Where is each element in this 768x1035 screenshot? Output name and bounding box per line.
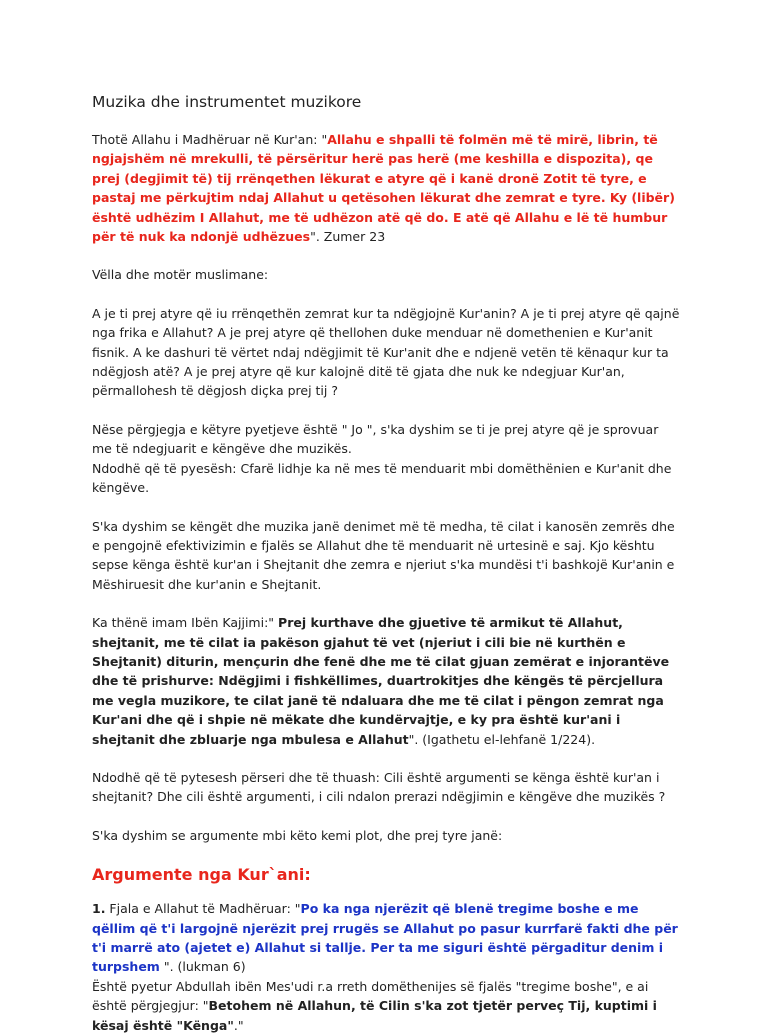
ibn-kajjim-intro: Ka thënë imam Ibën Kajjimi:" (92, 615, 279, 631)
paragraph-argument-question: Ndodhë që të pytesesh përseri dhe të thuash: Cili është argumenti se kënga është kur'an i shejtanit? Dhe cili është argumenti, i cili ndalon prerazi ndëgjimin e këngëve dhe muzikës ? (92, 769, 666, 805)
paragraph-ibn-kajjim (92, 613, 682, 749)
argument-intro: Fjala e Allahut të Madhëruar: " (105, 901, 301, 917)
paragraph-answer: Nëse përgjegja e këtyre pyetjeve është " Jo ", s'ka dyshim se ti je prej atyre që je sprovuar me të ndegjuarit e këngëve dhe muzikës. (92, 421, 659, 457)
verse-intro: Thotë Allahu i Madhëruar në Kur'an: " (92, 132, 328, 147)
ibn-mesud-keyword: "Kënga" (176, 1017, 234, 1033)
paragraph-questions: A je ti prej atyre që iu rrënqethën zemrat kur ta ndëgjojnë Kur'anin? A je ti prej atyre që qajnë nga frika e Allahut? A je prej atyre që thellohen duke menduar në domethenien e Kur'anit fisnik. A ke dashuri të vërtet ndaj ndëgjimit të Kur'anit dhe e ndjenë vetën të kënaqur kur ta ndëgjosh atë? A je prej atyre që kur kalojnë ditë të gjata dhe nuk ke ndegjuar Kur'an, përmallohesh të dëgjosh diçka prej tij ? (92, 305, 680, 399)
paragraph-arguments-intro: S'ka dyshim se argumente mbi këto kemi plot, dhe prej tyre janë: (92, 827, 503, 843)
verse-quote-zumer: Allahu e shpalli të folmën më të mirë, librin, të ngjajshëm në mrekulli, të përsëritur herë pas herë (me keshilla e dispozita), qe prej (degjimit të) tij rrënqethen lëkurat e atyre që i kanë dronë Zotit të tyre, e pastaj me përkujtim ndaj Allahut u qetësohen lëkurat dhe zemrat e tyre. Ky (libër) është udhëzim I Allahut, me të udhëzon atë që do. E atë që Allahu e lë të humbur për të nuk ka ndonjë udhëzues (92, 132, 675, 245)
ibn-mesud-outro: ." (233, 1017, 244, 1033)
verse-reference: ". Zumer 23 (310, 229, 386, 245)
paragraph-ibn-mesud (92, 977, 682, 1035)
verse-quote-lukman: Po ka nga njerëzit që blenë tregime boshe e me qëllim që t'i largojnë njerëzit prej rrugës se Allahut po pasur kurrfarë fakti dhe për t'i marrë ato (ajetet e) Allahut si tallje. Per ta me siguri është përgaditur denim i turpshem (92, 901, 678, 975)
paragraph-argument-1 (92, 899, 682, 977)
argument-number: 1. (92, 901, 106, 917)
ibn-mesud-quote: Betohem në Allahun, të Cilin s'ka zot tjetër perveç Tij, kuptimi i kësaj është (92, 998, 657, 1033)
paragraph-intro-verse (92, 130, 682, 246)
verse-reference-lukman: ". (lukman 6) (159, 959, 246, 975)
ibn-kajjim-reference: ". (Igathetu el-lehfanë 1/224). (408, 731, 596, 747)
ibn-mesud-intro: Është pyetur Abdullah ibën Mes'udi r.a rreth domëthenijes së fjalës "tregime boshe", e ai është përgjegjur: " (92, 978, 649, 1014)
section-heading-quran-arguments: Argumente nga Kur`ani: (92, 865, 311, 885)
paragraph-greeting: Vëlla dhe motër muslimane: (92, 267, 269, 283)
ibn-kajjim-quote: Prej kurthave dhe gjuetive të armikut të Allahut, shejtanit, me të cilat ia pakëson gjahut të vet (njeriut i cili bie në kurthën e Shejtanit) diturin, mençurin dhe fenë dhe me të cilat gjuan zemërat e injorantëve dhe të prishurve: Ndëgjimi i fishkëllimes, duartrokitjes dhe këngës të përcjellura me vegla muzikore, te cilat janë të ndaluara dhe me të cilat i pëngon zemrat nga Kur'ani dhe që i shpie në mëkate dhe kundërvajtje, e ky pra është kur'ani i shejtanit dhe zbluarje nga mbulesa e Allahut (92, 615, 670, 747)
document-content (92, 92, 682, 1035)
paragraph-question-link: Ndodhë që të pyesësh: Cfarë lidhje ka në mes të menduarit mbi domëthënien e Kur'anit dhe këngëve. (92, 460, 672, 496)
document-title: Muzika dhe instrumentet muzikore (92, 93, 362, 111)
paragraph-music-punishment: S'ka dyshim se këngët dhe muzika janë denimet më të medha, të cilat i kanosën zemrës dhe e pengojnë efektivizimin e fjalës se Allahut dhe të menduarit në urtesinë e saj. Kjo kështu sepse kënga është kur'an i Shejtanit dhe zemra e njeriut s'ka mundësi t'i bashkojë Kur'anin e Mëshiruesit dhe kur'anin e Shejtanit. (92, 518, 675, 592)
